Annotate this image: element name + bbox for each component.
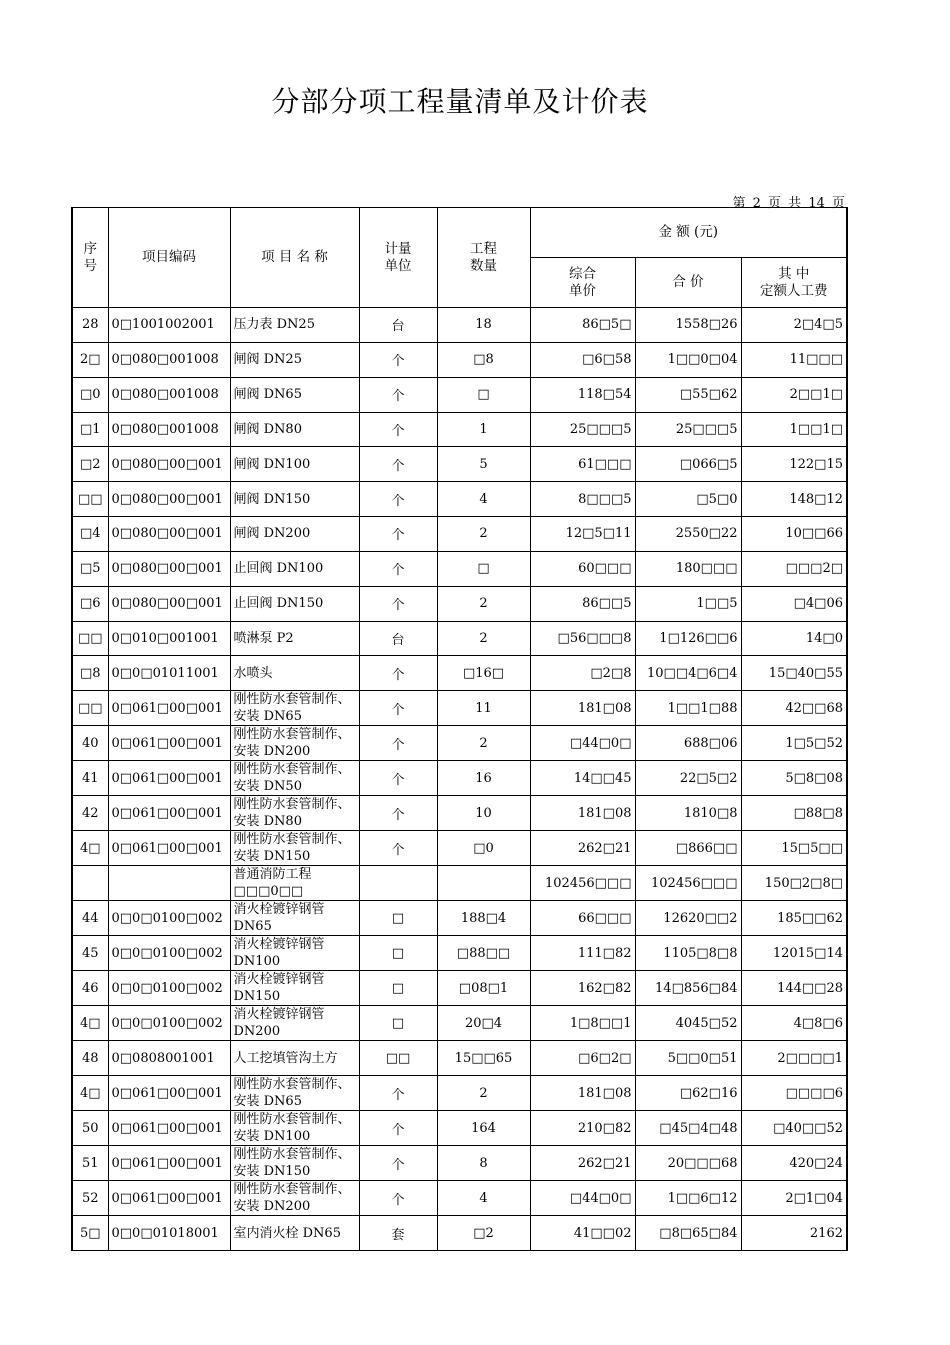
row-qty: 2 <box>437 621 530 656</box>
row-code: 0□0□0100□002 <box>108 971 230 1006</box>
row-total: 1□□1□88 <box>635 691 741 726</box>
row-unit: 个 <box>359 656 437 691</box>
row-unit-price: 61□□□ <box>530 447 635 482</box>
header-code: 项目编码 <box>108 208 230 308</box>
row-labor: 2□□□□1 <box>741 1041 847 1076</box>
row-unit: 个 <box>359 1146 437 1181</box>
row-seq: 4□ <box>72 1076 108 1111</box>
row-name <box>230 377 359 412</box>
row-qty: 4 <box>437 1181 530 1216</box>
row-unit-price: 210□82 <box>530 1111 635 1146</box>
row-name <box>230 1181 359 1216</box>
row-name <box>230 656 359 691</box>
row-seq: 50 <box>72 1111 108 1146</box>
row-unit-price: □44□0□ <box>530 726 635 761</box>
table-row <box>72 796 847 831</box>
table-row <box>72 308 847 343</box>
row-name-text: 止回阀 DN150 <box>233 596 324 612</box>
row-seq: 4□ <box>72 1006 108 1041</box>
header-amount: 金 额 (元) <box>530 208 847 258</box>
row-total: 1105□8□8 <box>635 936 741 971</box>
row-name <box>230 971 359 1006</box>
row-name <box>230 412 359 447</box>
row-qty: 20□4 <box>437 1006 530 1041</box>
row-name-text: 刚性防水套管制作、安装 DN200 <box>233 1182 351 1215</box>
row-name-text: 室内消火栓 DN65 <box>233 1225 341 1241</box>
row-name-text: 喷淋泵 P2 <box>233 631 294 647</box>
row-code: 0□061□00□001 <box>108 1181 230 1216</box>
row-code: 0□080□00□001 <box>108 586 230 621</box>
row-seq: 51 <box>72 1146 108 1181</box>
row-seq: □□ <box>72 621 108 656</box>
row-qty: □ <box>437 377 530 412</box>
row-seq: 40 <box>72 726 108 761</box>
row-qty: 10 <box>437 796 530 831</box>
row-unit: 个 <box>359 447 437 482</box>
row-name-text: 压力表 DN25 <box>233 317 315 333</box>
table-row <box>72 1216 847 1251</box>
row-code: 0□0□01018001 <box>108 1216 230 1251</box>
row-unit: 个 <box>359 726 437 761</box>
row-qty: 16 <box>437 761 530 796</box>
row-labor: 15□5□□ <box>741 831 847 866</box>
table-row <box>72 1146 847 1181</box>
row-unit-price: □6□58 <box>530 342 635 377</box>
table-row <box>72 551 847 586</box>
row-unit: □ <box>359 901 437 936</box>
row-name <box>230 796 359 831</box>
row-labor: 420□24 <box>741 1146 847 1181</box>
table-row <box>72 1181 847 1216</box>
row-qty: □08□1 <box>437 971 530 1006</box>
row-name <box>230 1111 359 1146</box>
row-name <box>230 1041 359 1076</box>
row-name-text: 刚性防水套管制作、安装 DN100 <box>233 1112 351 1145</box>
row-total: □62□16 <box>635 1076 741 1111</box>
row-name <box>230 342 359 377</box>
table-row <box>72 866 847 901</box>
row-unit-price: □6□2□ <box>530 1041 635 1076</box>
row-seq: □6 <box>72 586 108 621</box>
row-name-text: 普通消防工程 □□□0□□ <box>233 867 312 900</box>
row-name <box>230 308 359 343</box>
row-total: 25□□□5 <box>635 412 741 447</box>
row-unit-price: □44□0□ <box>530 1181 635 1216</box>
row-code: 0□061□00□001 <box>108 761 230 796</box>
row-labor: 42□□68 <box>741 691 847 726</box>
row-unit: 个 <box>359 831 437 866</box>
row-name-text: 闸阀 DN150 <box>233 491 311 507</box>
table-row <box>72 412 847 447</box>
row-unit-price: □2□8 <box>530 656 635 691</box>
row-seq: □□ <box>72 482 108 517</box>
header-qty: 工程 数量 <box>437 208 530 308</box>
row-labor: □40□□52 <box>741 1111 847 1146</box>
header-name: 项 目 名 称 <box>230 208 359 308</box>
table-row <box>72 831 847 866</box>
row-seq: 2□ <box>72 342 108 377</box>
row-unit-price: 181□08 <box>530 1076 635 1111</box>
row-code: 0□061□00□001 <box>108 796 230 831</box>
row-seq: 42 <box>72 796 108 831</box>
row-unit: 套 <box>359 1216 437 1251</box>
row-unit <box>359 866 437 901</box>
row-seq: 28 <box>72 308 108 343</box>
row-code <box>108 866 230 901</box>
row-unit: 个 <box>359 517 437 552</box>
row-unit-price: 102456□□□ <box>530 866 635 901</box>
row-code: 0□061□00□001 <box>108 691 230 726</box>
row-code: 0□1001002001 <box>108 308 230 343</box>
row-unit: 个 <box>359 796 437 831</box>
table-row <box>72 377 847 412</box>
row-qty: □8 <box>437 342 530 377</box>
row-qty: 164 <box>437 1111 530 1146</box>
row-qty: □0 <box>437 831 530 866</box>
table-row <box>72 586 847 621</box>
row-unit: 个 <box>359 412 437 447</box>
row-unit: 个 <box>359 586 437 621</box>
row-seq: 4□ <box>72 831 108 866</box>
row-code: 0□061□00□001 <box>108 1111 230 1146</box>
row-code: 0□080□001008 <box>108 412 230 447</box>
row-seq: □8 <box>72 656 108 691</box>
row-seq: 44 <box>72 901 108 936</box>
table-row <box>72 971 847 1006</box>
row-unit-price: 60□□□ <box>530 551 635 586</box>
header-labor: 其 中 定额人工费 <box>741 258 847 308</box>
row-unit-price: 41□□02 <box>530 1216 635 1251</box>
row-unit: 个 <box>359 1111 437 1146</box>
row-unit: 个 <box>359 691 437 726</box>
row-name-text: 人工挖填管沟土方 <box>233 1050 338 1066</box>
row-total: 4045□52 <box>635 1006 741 1041</box>
page-title: 分部分项工程量清单及计价表 <box>271 85 649 118</box>
row-labor: 122□15 <box>741 447 847 482</box>
row-labor: 2162 <box>741 1216 847 1251</box>
row-unit-price: 181□08 <box>530 691 635 726</box>
row-code: 0□080□00□001 <box>108 447 230 482</box>
row-qty: □16□ <box>437 656 530 691</box>
row-name <box>230 1146 359 1181</box>
row-unit: 个 <box>359 761 437 796</box>
row-seq: □1 <box>72 412 108 447</box>
table-row <box>72 1076 847 1111</box>
row-total: 22□5□2 <box>635 761 741 796</box>
row-total: □8□65□84 <box>635 1216 741 1251</box>
row-seq: 45 <box>72 936 108 971</box>
row-unit: 个 <box>359 1076 437 1111</box>
row-seq: □0 <box>72 377 108 412</box>
row-total: 1810□8 <box>635 796 741 831</box>
row-name <box>230 936 359 971</box>
row-name-text: 闸阀 DN80 <box>233 421 302 437</box>
row-qty: □ <box>437 551 530 586</box>
row-unit-price: 118□54 <box>530 377 635 412</box>
row-code: 0□0808001001 <box>108 1041 230 1076</box>
row-total: 2550□22 <box>635 517 741 552</box>
row-unit: □ <box>359 1006 437 1041</box>
row-code: 0□061□00□001 <box>108 1076 230 1111</box>
row-name <box>230 831 359 866</box>
row-total: □866□□ <box>635 831 741 866</box>
row-unit-price: 66□□□ <box>530 901 635 936</box>
table-row <box>72 621 847 656</box>
row-labor: 2□1□04 <box>741 1181 847 1216</box>
row-qty: 1 <box>437 412 530 447</box>
row-qty: 5 <box>437 447 530 482</box>
row-qty: 2 <box>437 517 530 552</box>
row-code: 0□061□00□001 <box>108 726 230 761</box>
row-labor: 150□2□8□ <box>741 866 847 901</box>
row-unit: 台 <box>359 308 437 343</box>
table-row <box>72 517 847 552</box>
row-seq: 46 <box>72 971 108 1006</box>
row-total: 12620□□2 <box>635 901 741 936</box>
row-unit: 个 <box>359 342 437 377</box>
row-name <box>230 1076 359 1111</box>
row-labor: 148□12 <box>741 482 847 517</box>
row-labor: 12015□14 <box>741 936 847 971</box>
table-row <box>72 342 847 377</box>
table-row <box>72 761 847 796</box>
row-total: 1□□5 <box>635 586 741 621</box>
row-total: 1558□26 <box>635 308 741 343</box>
row-name-text: 刚性防水套管制作、安装 DN200 <box>233 727 351 760</box>
row-name <box>230 517 359 552</box>
row-total: 1□126□□6 <box>635 621 741 656</box>
row-unit: 个 <box>359 551 437 586</box>
row-total: 688□06 <box>635 726 741 761</box>
row-name-text: 闸阀 DN200 <box>233 526 311 542</box>
page-number-info: 第 2 页 共 14 页 <box>732 196 845 211</box>
row-qty: 2 <box>437 726 530 761</box>
row-total: □5□0 <box>635 482 741 517</box>
row-total: □066□5 <box>635 447 741 482</box>
row-unit-price: 12□5□11 <box>530 517 635 552</box>
header-unit-price: 综合 单价 <box>530 258 635 308</box>
row-labor: 5□8□08 <box>741 761 847 796</box>
row-unit-price: 86□□5 <box>530 586 635 621</box>
row-code: 0□0□0100□002 <box>108 936 230 971</box>
row-unit-price: 262□21 <box>530 1146 635 1181</box>
row-unit: 个 <box>359 377 437 412</box>
table-row <box>72 1111 847 1146</box>
row-qty: 2 <box>437 1076 530 1111</box>
row-qty: □88□□ <box>437 936 530 971</box>
row-seq: 52 <box>72 1181 108 1216</box>
row-name-text: 消火栓镀锌钢管 DN100 <box>233 937 325 970</box>
row-name-text: 刚性防水套管制作、安装 DN150 <box>233 1147 351 1180</box>
row-qty: 11 <box>437 691 530 726</box>
row-qty: 15□□65 <box>437 1041 530 1076</box>
row-name <box>230 866 359 901</box>
row-name-text: 刚性防水套管制作、安装 DN65 <box>233 1077 351 1110</box>
row-name-text: 刚性防水套管制作、安装 DN80 <box>233 797 351 830</box>
row-code: 0□0□01011001 <box>108 656 230 691</box>
row-labor: 2□□1□ <box>741 377 847 412</box>
row-seq: 48 <box>72 1041 108 1076</box>
row-seq: 41 <box>72 761 108 796</box>
row-qty: 2 <box>437 586 530 621</box>
row-name-text: 闸阀 DN65 <box>233 387 302 403</box>
table-row <box>72 656 847 691</box>
row-name-text: 消火栓镀锌钢管 DN65 <box>233 902 325 935</box>
row-labor: 10□□66 <box>741 517 847 552</box>
table-row <box>72 936 847 971</box>
row-name-text: 止回阀 DN100 <box>233 561 324 577</box>
row-qty: 4 <box>437 482 530 517</box>
row-total: 180□□□ <box>635 551 741 586</box>
row-unit-price: 25□□□5 <box>530 412 635 447</box>
row-total: □55□62 <box>635 377 741 412</box>
row-qty: 188□4 <box>437 901 530 936</box>
row-name-text: 闸阀 DN100 <box>233 456 311 472</box>
table-row <box>72 691 847 726</box>
row-labor: 15□40□55 <box>741 656 847 691</box>
row-name <box>230 447 359 482</box>
row-name <box>230 761 359 796</box>
row-total: 1□□6□12 <box>635 1181 741 1216</box>
row-seq <box>72 866 108 901</box>
row-total: 5□□0□51 <box>635 1041 741 1076</box>
row-labor: 11□□□ <box>741 342 847 377</box>
row-name <box>230 482 359 517</box>
row-labor: 144□□28 <box>741 971 847 1006</box>
row-name <box>230 901 359 936</box>
row-code: 0□080□001008 <box>108 377 230 412</box>
row-unit-price: 8□□□5 <box>530 482 635 517</box>
row-labor: □4□06 <box>741 586 847 621</box>
row-code: 0□0□0100□002 <box>108 1006 230 1041</box>
row-name-text: 水喷头 <box>233 665 273 681</box>
row-unit-price: 181□08 <box>530 796 635 831</box>
row-code: 0□080□00□001 <box>108 551 230 586</box>
row-name-text: 刚性防水套管制作、安装 DN50 <box>233 762 351 795</box>
row-code: 0□010□001001 <box>108 621 230 656</box>
row-seq: □2 <box>72 447 108 482</box>
row-labor: 2□4□5 <box>741 308 847 343</box>
row-code: 0□061□00□001 <box>108 1146 230 1181</box>
row-name-text: 消火栓镀锌钢管 DN200 <box>233 1007 325 1040</box>
row-code: 0□080□00□001 <box>108 517 230 552</box>
row-name-text: 刚性防水套管制作、安装 DN65 <box>233 692 351 725</box>
row-name <box>230 1006 359 1041</box>
row-unit: □ <box>359 936 437 971</box>
row-name <box>230 691 359 726</box>
row-name-text: 刚性防水套管制作、安装 DN150 <box>233 832 351 865</box>
header-total: 合 价 <box>635 258 741 308</box>
row-unit-price: 111□82 <box>530 936 635 971</box>
row-qty: 18 <box>437 308 530 343</box>
row-total: 10□□4□6□4 <box>635 656 741 691</box>
row-name-text: 消火栓镀锌钢管 DN150 <box>233 972 325 1005</box>
table-row <box>72 726 847 761</box>
row-name <box>230 1216 359 1251</box>
row-name-text: 闸阀 DN25 <box>233 352 302 368</box>
row-total: □45□4□48 <box>635 1111 741 1146</box>
row-unit-price: 1□8□□1 <box>530 1006 635 1041</box>
header-seq: 序 号 <box>72 208 108 308</box>
table-row <box>72 1041 847 1076</box>
row-labor: 185□□62 <box>741 901 847 936</box>
row-total: 14□856□84 <box>635 971 741 1006</box>
table-row <box>72 447 847 482</box>
row-total: 20□□□68 <box>635 1146 741 1181</box>
row-name <box>230 621 359 656</box>
row-unit-price: 14□□45 <box>530 761 635 796</box>
row-total: 102456□□□ <box>635 866 741 901</box>
row-unit-price: 162□82 <box>530 971 635 1006</box>
row-qty: □2 <box>437 1216 530 1251</box>
row-unit-price: 262□21 <box>530 831 635 866</box>
row-unit-price: □56□□□8 <box>530 621 635 656</box>
row-labor: □□□2□ <box>741 551 847 586</box>
row-seq: □5 <box>72 551 108 586</box>
row-unit: 个 <box>359 482 437 517</box>
row-labor: 14□0 <box>741 621 847 656</box>
row-qty: 8 <box>437 1146 530 1181</box>
row-labor: □□□□6 <box>741 1076 847 1111</box>
row-seq: □□ <box>72 691 108 726</box>
row-unit: □□ <box>359 1041 437 1076</box>
bill-of-quantities-table <box>71 207 848 1251</box>
table-row <box>72 482 847 517</box>
row-labor: □88□8 <box>741 796 847 831</box>
row-labor: 1□5□52 <box>741 726 847 761</box>
row-labor: 1□□1□ <box>741 412 847 447</box>
row-unit: □ <box>359 971 437 1006</box>
row-labor: 4□8□6 <box>741 1006 847 1041</box>
header-unit: 计量 单位 <box>359 208 437 308</box>
table-row <box>72 1006 847 1041</box>
row-seq: □4 <box>72 517 108 552</box>
row-code: 0□0□0100□002 <box>108 901 230 936</box>
row-unit: 台 <box>359 621 437 656</box>
row-code: 0□061□00□001 <box>108 831 230 866</box>
row-total: 1□□0□04 <box>635 342 741 377</box>
row-name <box>230 586 359 621</box>
row-code: 0□080□001008 <box>108 342 230 377</box>
table-row <box>72 901 847 936</box>
row-code: 0□080□00□001 <box>108 482 230 517</box>
row-name <box>230 551 359 586</box>
row-seq: 5□ <box>72 1216 108 1251</box>
row-unit-price: 86□5□ <box>530 308 635 343</box>
row-unit: 个 <box>359 1181 437 1216</box>
row-name <box>230 726 359 761</box>
row-qty <box>437 866 530 901</box>
